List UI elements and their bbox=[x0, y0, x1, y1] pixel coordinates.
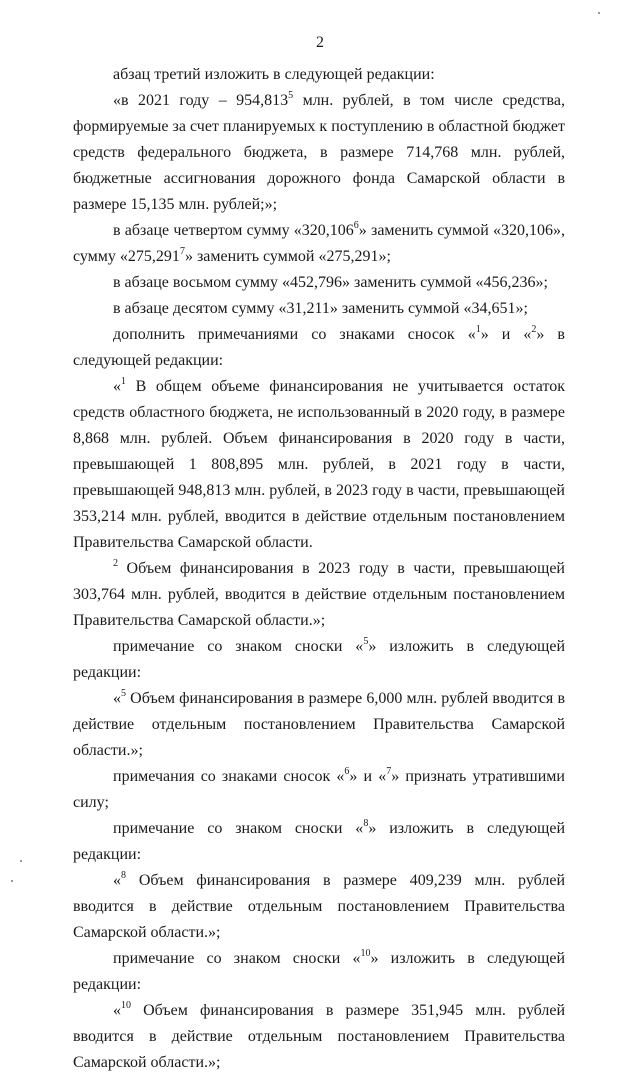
paragraph-13 bbox=[73, 868, 565, 946]
paragraph-text: » заменить суммой «275,291»; bbox=[184, 248, 391, 265]
paragraph-text: в абзаце четвертом сумму «320,106 bbox=[113, 222, 354, 239]
paragraph-1 bbox=[73, 62, 565, 88]
paragraph-text: » в следующей редакции: bbox=[73, 326, 565, 369]
document-body bbox=[73, 62, 565, 1076]
paragraph-text: « bbox=[113, 690, 121, 707]
scan-speck bbox=[11, 880, 13, 882]
paragraph-5 bbox=[73, 296, 565, 322]
paragraph-text: Объем финансирования в размере 351,945 млн. рублей вводится в действие отдельным постановлением Правительства Самарской области.»; bbox=[73, 1002, 565, 1071]
page-number: 2 bbox=[316, 34, 324, 51]
footnote-superscript: 6 bbox=[344, 765, 350, 777]
paragraph-text: » изложить в следующей редакции: bbox=[73, 950, 565, 993]
paragraph-text: дополнить примечаниями со знаками сносок « bbox=[113, 326, 476, 343]
paragraph-text: примечание со знаком сноски « bbox=[113, 638, 364, 655]
paragraph-text: примечание со знаком сноски « bbox=[113, 820, 364, 837]
paragraph-text: в абзаце восьмом сумму «452,796» заменить суммой «456,236»; bbox=[113, 274, 548, 291]
paragraph-2 bbox=[73, 88, 565, 218]
paragraph-text: » заменить суммой «320,106», сумму «275,291 bbox=[73, 222, 565, 265]
footnote-superscript: 1 bbox=[475, 323, 481, 335]
paragraph-15 bbox=[73, 998, 565, 1076]
footnote-superscript: 5 bbox=[288, 89, 294, 101]
paragraph-text: В общем объеме финансирования не учитывается остаток средств областного бюджета, не использованный в 2020 году, в размере 8,868 млн. рублей. Объем финансирования в 2020 году в части, превышающей 1 808,895 млн. рублей, в 2021 году в части, превышающей 948,813 млн. рублей, в 2023 году в части, превышающей 353,214 млн. рублей, вводится в действие отдельным постановлением Правительства Самарской области. bbox=[73, 378, 565, 551]
scan-speck bbox=[20, 860, 22, 862]
scan-speck bbox=[598, 12, 600, 14]
footnote-superscript: 8 bbox=[121, 869, 126, 881]
footnote-superscript: 6 bbox=[353, 219, 359, 231]
paragraph-text: примечания со знаками сносок « bbox=[113, 768, 345, 785]
paragraph-text: » изложить в следующей редакции: bbox=[73, 820, 566, 863]
footnote-superscript: 7 bbox=[179, 245, 185, 257]
paragraph-text: «в 2021 году – 954,813 bbox=[113, 92, 289, 109]
paragraph-11 bbox=[73, 764, 565, 816]
paragraph-text: « bbox=[113, 1002, 121, 1019]
paragraph-9 bbox=[73, 634, 565, 686]
paragraph-text: » признать утратившими силу; bbox=[73, 768, 565, 811]
paragraph-text: « bbox=[113, 872, 121, 889]
footnote-superscript: 2 bbox=[531, 323, 537, 335]
paragraph-8 bbox=[73, 556, 565, 634]
footnote-superscript: 1 bbox=[121, 375, 126, 387]
footnote-superscript: 2 bbox=[113, 557, 118, 569]
paragraph-text: Объем финансирования в 2023 году в части, превышающей 303,764 млн. рублей, вводится в действие отдельным постановлением Правительства Самарской области.»; bbox=[73, 560, 565, 629]
paragraph-4 bbox=[73, 270, 565, 296]
paragraph-text: Объем финансирования в размере 409,239 млн. рублей вводится в действие отдельным постановлением Правительства Самарской области.»; bbox=[73, 872, 565, 941]
paragraph-text: примечание со знаком сноски « bbox=[113, 950, 361, 967]
footnote-superscript: 7 bbox=[386, 765, 392, 777]
paragraph-6 bbox=[73, 322, 565, 374]
footnote-superscript: 10 bbox=[360, 947, 371, 959]
footnote-superscript: 10 bbox=[121, 999, 131, 1011]
paragraph-text: » и « bbox=[480, 326, 532, 343]
footnote-superscript: 8 bbox=[363, 817, 369, 829]
footnote-superscript: 5 bbox=[363, 635, 369, 647]
paragraph-12 bbox=[73, 816, 565, 868]
paragraph-text: « bbox=[113, 378, 121, 395]
paragraph-text: » изложить в следующей редакции: bbox=[73, 638, 566, 681]
paragraph-10 bbox=[73, 686, 565, 764]
paragraph-text: Объем финансирования в размере 6,000 млн. рублей вводится в действие отдельным постановлением Правительства Самарской области.»; bbox=[73, 690, 565, 759]
paragraph-text: » и « bbox=[349, 768, 387, 785]
footnote-superscript: 5 bbox=[121, 687, 126, 699]
paragraph-14 bbox=[73, 946, 565, 998]
paragraph-text: млн. рублей, в том числе средства, формируемые за счет планируемых к поступлению в областной бюджет средств федерального бюджета, в размере 714,768 млн. рублей, бюджетные ассигнования дорожного фонда Самарской области в размере 15,135 млн. рублей;»; bbox=[73, 92, 566, 213]
paragraph-7 bbox=[73, 374, 565, 556]
paragraph-3 bbox=[73, 218, 565, 270]
paragraph-text: в абзаце десятом сумму «31,211» заменить суммой «34,651»; bbox=[113, 300, 528, 317]
paragraph-text: абзац третий изложить в следующей редакции: bbox=[113, 66, 435, 83]
